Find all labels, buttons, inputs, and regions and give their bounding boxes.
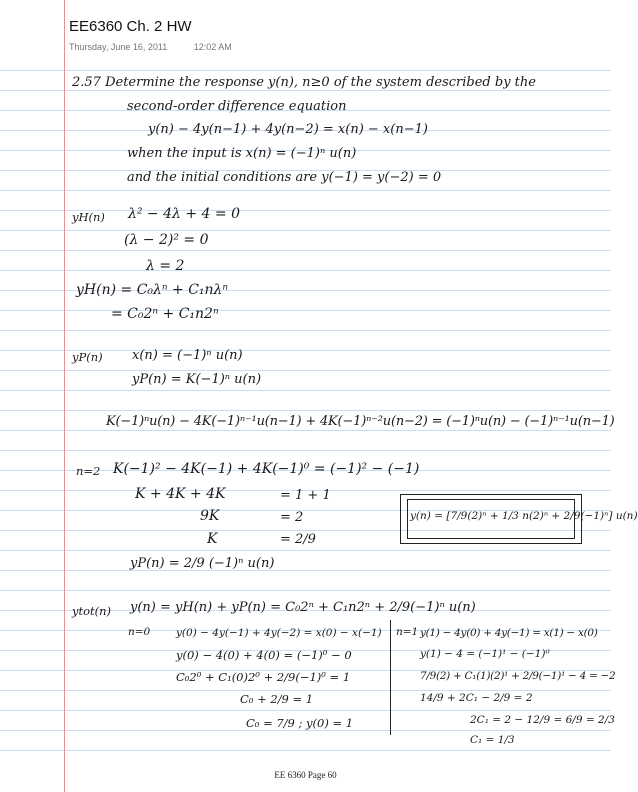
page-meta [69, 42, 232, 52]
homogeneous-factored: (λ − 2)² = 0 [124, 232, 209, 248]
n2-k-value: = 2/9 [280, 532, 316, 547]
page-date: Thursday, June 16, 2011 [69, 42, 168, 52]
particular-label: yP(n) [72, 350, 103, 364]
n1-line-4: 14/9 + 2C₁ − 2/9 = 2 [420, 692, 533, 704]
problem-line-2: second-order difference equation [127, 99, 347, 114]
homogeneous-root: λ = 2 [146, 258, 185, 274]
n1-line-6: C₁ = 1/3 [470, 734, 515, 746]
margin-line [64, 0, 65, 792]
particular-input: x(n) = (−1)ⁿ u(n) [132, 348, 243, 363]
particular-guess: yP(n) = K(−1)ⁿ u(n) [132, 372, 262, 387]
particular-substitution: K(−1)ⁿu(n) − 4K(−1)ⁿ⁻¹u(n−1) + 4K(−1)ⁿ⁻²u(n−2) = (−1)ⁿu(n) − (−1)ⁿ⁻¹u(n−1) [106, 414, 615, 429]
n2-9k-right: = 2 [280, 510, 304, 525]
n2-particular-solution: yP(n) = 2/9 (−1)ⁿ u(n) [130, 556, 275, 571]
n0-line-3: C₀2⁰ + C₁(0)2⁰ + 2/9(−1)⁰ = 1 [176, 670, 351, 684]
total-label: ytot(n) [72, 604, 112, 618]
n1-line-5: 2C₁ = 2 − 12/9 = 6/9 = 2/3 [470, 714, 615, 726]
n0-line-4: C₀ + 2/9 = 1 [240, 692, 314, 706]
n1-label: n=1 [396, 626, 419, 638]
total-solution: y(n) = yH(n) + yP(n) = C₀2ⁿ + C₁n2ⁿ + 2/9(−1)ⁿ u(n) [130, 600, 476, 615]
page-time: 12:02 AM [193, 42, 232, 52]
n0-line-5: C₀ = 7/9 ; y(0) = 1 [246, 716, 354, 730]
problem-equation: y(n) − 4y(n−1) + 4y(n−2) = x(n) − x(n−1) [148, 122, 428, 137]
column-divider [390, 620, 391, 735]
homogeneous-solution: yH(n) = C₀λⁿ + C₁nλⁿ [76, 282, 229, 298]
problem-initial-conditions: and the initial conditions are y(−1) = y(−2) = 0 [127, 170, 442, 185]
n1-line-1: y(1) − 4y(0) + 4y(−1) = x(1) − x(0) [420, 627, 598, 639]
homogeneous-char-eq: λ² − 4λ + 4 = 0 [128, 206, 240, 222]
n2-sum-left: K + 4K + 4K [135, 486, 226, 502]
n2-9k: 9K [200, 508, 220, 524]
page-footer: EE 6360 Page 60 [274, 770, 337, 780]
n1-line-3: 7/9(2) + C₁(1)(2)¹ + 2/9(−1)¹ − 4 = −2 [420, 670, 616, 682]
homogeneous-label: yH(n) [72, 210, 105, 224]
n0-line-2: y(0) − 4(0) + 4(0) = (−1)⁰ − 0 [176, 648, 352, 662]
homogeneous-solution-2: = C₀2ⁿ + C₁n2ⁿ [111, 306, 219, 322]
problem-line-1: 2.57 Determine the response y(n), n≥0 of the system described by the [72, 75, 536, 90]
page-title: EE6360 Ch. 2 HW [69, 18, 192, 35]
n0-line-1: y(0) − 4y(−1) + 4y(−2) = x(0) − x(−1) [176, 627, 382, 639]
n2-sum-right: = 1 + 1 [280, 488, 331, 503]
n2-label: n=2 [76, 464, 101, 478]
n2-equation: K(−1)² − 4K(−1) + 4K(−1)⁰ = (−1)² − (−1) [113, 461, 420, 477]
answer-text: y(n) = [7/9(2)ⁿ + 1/3 n(2)ⁿ + 2/9(−1)ⁿ] u(n) [410, 510, 638, 522]
n1-line-2: y(1) − 4 = (−1)¹ − (−1)⁰ [420, 648, 550, 660]
problem-input: when the input is x(n) = (−1)ⁿ u(n) [127, 146, 357, 161]
n0-label: n=0 [128, 626, 151, 638]
n2-k: K [207, 531, 218, 547]
